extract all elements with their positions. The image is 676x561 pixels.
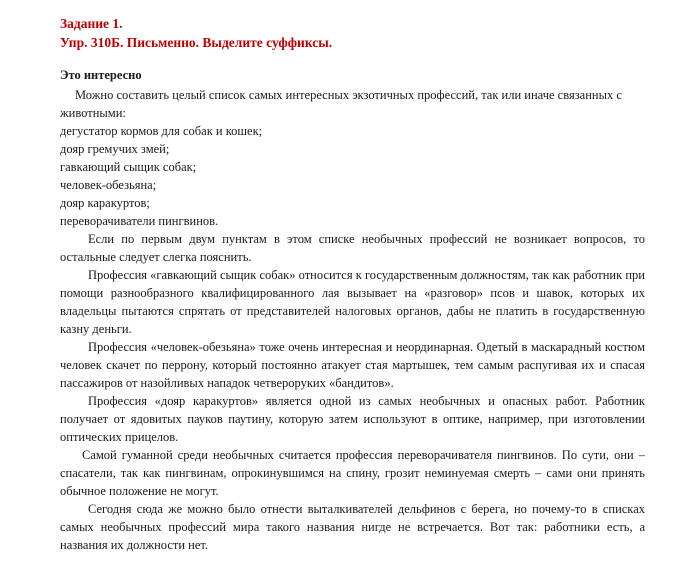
- paragraph: Профессия «гавкающий сыщик собак» относится к государственным должностям, так как работник при помощи разнообразного квалифицированного лая вызывает на «разговор» псов и шавок, которых их владельцы пытаются спрятать от представителей налоговых органов, дабы не платить в государственную казну деньги.: [60, 268, 645, 336]
- section-heading: Это интересно: [60, 68, 142, 82]
- document-body: [60, 86, 645, 554]
- list-item: дояр каракуртов;: [60, 196, 150, 210]
- task-title: Задание 1.: [60, 16, 123, 31]
- profession-list: [60, 122, 645, 230]
- list-item: дояр гремучих змей;: [60, 142, 170, 156]
- paragraph: Профессия «дояр каракуртов» является одной из самых необычных и опасных работ. Работник получает от ядовитых пауков паутину, которую затем используют в оптике, например, при изготовлении оптических прицелов.: [60, 394, 645, 444]
- list-item: переворачиватели пингвинов.: [60, 214, 219, 228]
- paragraph: Если по первым двум пунктам в этом списке необычных профессий не возникает вопросов, то остальные следует слегка пояснить.: [60, 232, 645, 264]
- exercise-instruction: Упр. 310Б. Письменно. Выделите суффиксы.: [60, 35, 333, 50]
- paragraph: Сегодня сюда же можно было отнести выталкивателей дельфинов с берега, но почему-то в списках самых необычных профессий мира такого названия нигде не встречается. Вот так: работники есть, а названия их должности нет.: [60, 502, 645, 552]
- paragraph: Самой гуманной среди необычных считается профессия переворачивателя пингвинов. По сути, они – спасатели, так как пингвинам, опрокинувшимся на спину, грозит неминуемая смерть – сами они принять обычное положение не могут.: [60, 448, 645, 498]
- list-item: гавкающий сыщик собак;: [60, 160, 197, 174]
- list-item: дегустатор кормов для собак и кошек;: [60, 124, 263, 138]
- list-item: человек-обезьяна;: [60, 178, 157, 192]
- paragraph: Профессия «человек-обезьяна» тоже очень интересная и неординарная. Одетый в маскарадный костюм человек скачет по перрону, который постоянно атакует стая мартышек, тем самым распугивая их и спасая пассажиров от назойливых нападок четвероруких «бандитов».: [60, 340, 645, 390]
- intro-paragraph: Можно составить целый список самых интересных экзотичных профессий, так или иначе связанных с животными:: [60, 88, 622, 120]
